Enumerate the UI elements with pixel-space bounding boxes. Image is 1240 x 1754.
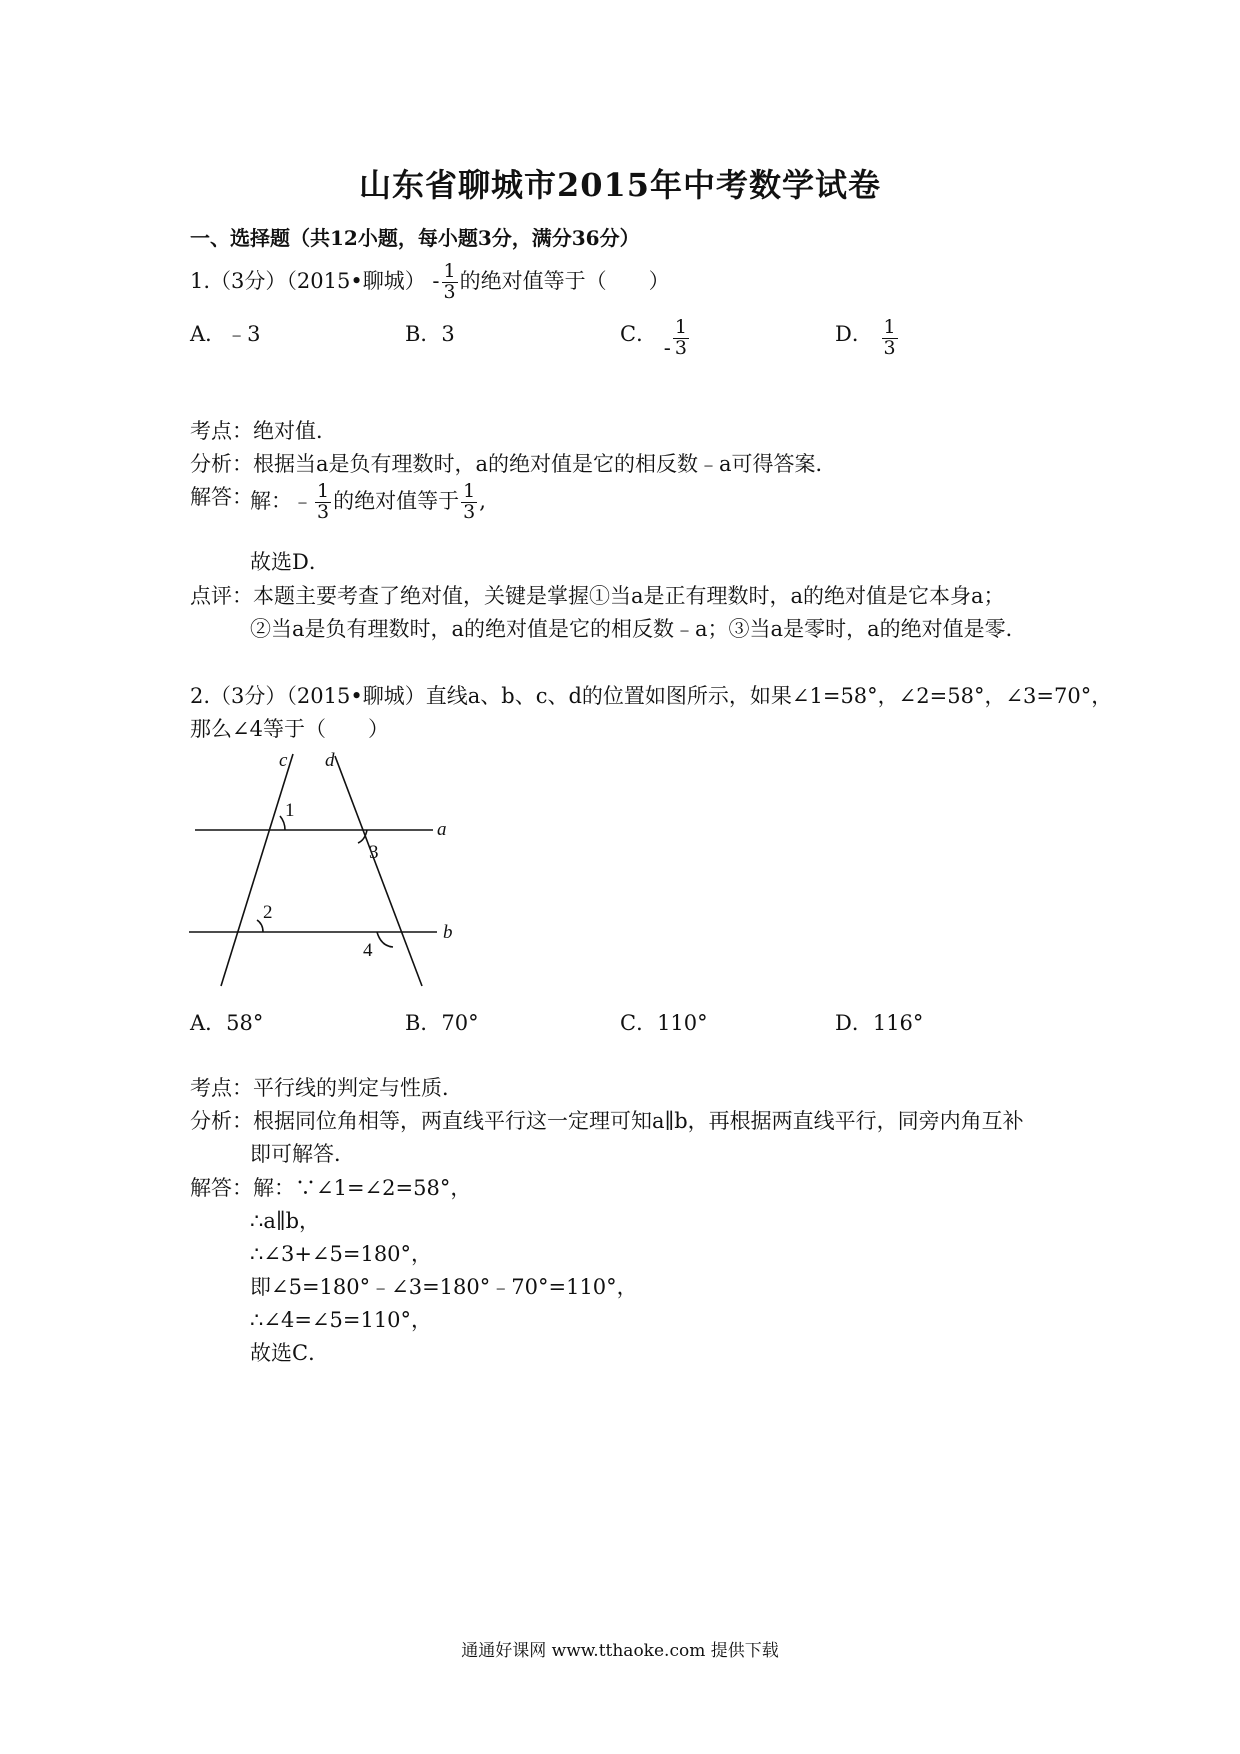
angle-label-2: 2 bbox=[263, 902, 273, 923]
angle-label-4: 4 bbox=[363, 940, 373, 961]
q1-option-d-fraction bbox=[882, 318, 898, 359]
q2-jieda-line1: 解答：解：∵∠1=∠2=58°， bbox=[190, 1176, 472, 1200]
q1-jieda-label: 解答： bbox=[190, 485, 253, 509]
q1-jieda-prefix: 解：﹣ bbox=[250, 488, 313, 513]
q1-jieda-middle: 的绝对值等于 bbox=[333, 488, 460, 513]
q1-jieda-fraction-1 bbox=[315, 482, 331, 523]
q1-stem-fraction bbox=[442, 262, 458, 303]
fraction-numerator: 1 bbox=[883, 316, 896, 338]
q1-dianping-line1: 点评：本题主要考查了绝对值，关键是掌握①当a是正有理数时，a的绝对值是它本身a； bbox=[190, 584, 1005, 608]
page-footer: 通通好课网 www.tthaoke.com 提供下载 bbox=[461, 1641, 779, 1661]
section-heading: 一、选择题（共12小题，每小题3分，满分36分） bbox=[190, 226, 640, 250]
q1-jieda-line2: 故选D． bbox=[250, 550, 330, 574]
fraction-numerator: 1 bbox=[443, 260, 456, 282]
q2-stem-line2: 那么∠4等于（ ） bbox=[190, 717, 389, 741]
angle-label-1: 1 bbox=[285, 800, 295, 821]
fraction-denominator: 3 bbox=[317, 500, 330, 523]
q1-option-c-minus: - bbox=[663, 336, 671, 360]
fraction-denominator: 3 bbox=[463, 500, 476, 523]
q1-jieda-comma: , bbox=[479, 488, 486, 513]
q1-option-c bbox=[620, 318, 691, 360]
q1-stem-prefix: 1.（3分）（2015•聊城） bbox=[190, 268, 426, 293]
q2-fenxi-line1: 分析：根据同位角相等，两直线平行这一定理可知a∥b，再根据两直线平行，同旁内角互补 bbox=[190, 1109, 1024, 1133]
q2-jieda-line6: 故选C． bbox=[250, 1341, 330, 1365]
q2-kaodian: 考点：平行线的判定与性质． bbox=[190, 1076, 463, 1100]
line-c bbox=[221, 754, 293, 986]
fraction-numerator: 1 bbox=[674, 316, 687, 338]
q2-option-d: D．116° bbox=[835, 1011, 924, 1035]
angle-4-arc bbox=[377, 932, 393, 947]
q2-jieda-line3: ∴∠3+∠5=180°， bbox=[250, 1242, 433, 1266]
q1-option-d-label: D． bbox=[835, 322, 873, 346]
line-d bbox=[335, 756, 422, 986]
q1-jieda-line1 bbox=[250, 482, 486, 523]
q2-figure bbox=[185, 748, 475, 998]
q1-stem-minus: - bbox=[432, 268, 440, 293]
label-b: b bbox=[443, 922, 453, 943]
angle-label-3: 3 bbox=[369, 842, 379, 863]
fraction-denominator: 3 bbox=[443, 280, 456, 303]
label-d: d bbox=[325, 750, 335, 771]
q1-kaodian: 考点：绝对值． bbox=[190, 419, 337, 443]
q1-fenxi: 分析：根据当a是负有理数时，a的绝对值是它的相反数﹣a可得答案． bbox=[190, 452, 837, 476]
fraction-numerator: 1 bbox=[463, 480, 476, 502]
q1-option-d bbox=[835, 318, 900, 359]
q1-stem-suffix: 的绝对值等于（ ） bbox=[459, 268, 670, 293]
q1-dianping-line2: ②当a是负有理数时，a的绝对值是它的相反数﹣a；③当a是零时，a的绝对值是零． bbox=[250, 617, 1027, 641]
q2-stem-line1: 2.（3分）（2015•聊城）直线a、b、c、d的位置如图所示，如果∠1=58°，∠2=58°，∠3=70°， bbox=[190, 684, 1113, 708]
q1-stem bbox=[190, 262, 670, 303]
q1-option-b: B．3 bbox=[405, 322, 455, 346]
fraction-numerator: 1 bbox=[317, 480, 330, 502]
q2-option-c: C．110° bbox=[620, 1011, 708, 1035]
fraction-denominator: 3 bbox=[674, 336, 687, 359]
page-title: 山东省聊城市2015年中考数学试卷 bbox=[358, 166, 882, 204]
label-c: c bbox=[279, 750, 288, 771]
q2-option-a: A．58° bbox=[190, 1011, 264, 1035]
angle-3-arc bbox=[358, 830, 367, 843]
fraction-denominator: 3 bbox=[883, 336, 896, 359]
q2-option-b: B．70° bbox=[405, 1011, 479, 1035]
label-a: a bbox=[437, 819, 447, 840]
q1-jieda-fraction-2 bbox=[461, 482, 477, 523]
q2-jieda-line4: 即∠5=180°﹣∠3=180°﹣70°=110°， bbox=[250, 1275, 638, 1299]
q1-option-c-label: C． bbox=[620, 322, 658, 346]
q1-option-a: A．﹣3 bbox=[190, 322, 261, 346]
q2-jieda-line5: ∴∠4=∠5=110°， bbox=[250, 1308, 433, 1332]
q1-option-c-fraction bbox=[673, 318, 689, 359]
q2-fenxi-line2: 即可解答． bbox=[250, 1142, 355, 1166]
q2-jieda-line2: ∴a∥b， bbox=[250, 1209, 321, 1233]
